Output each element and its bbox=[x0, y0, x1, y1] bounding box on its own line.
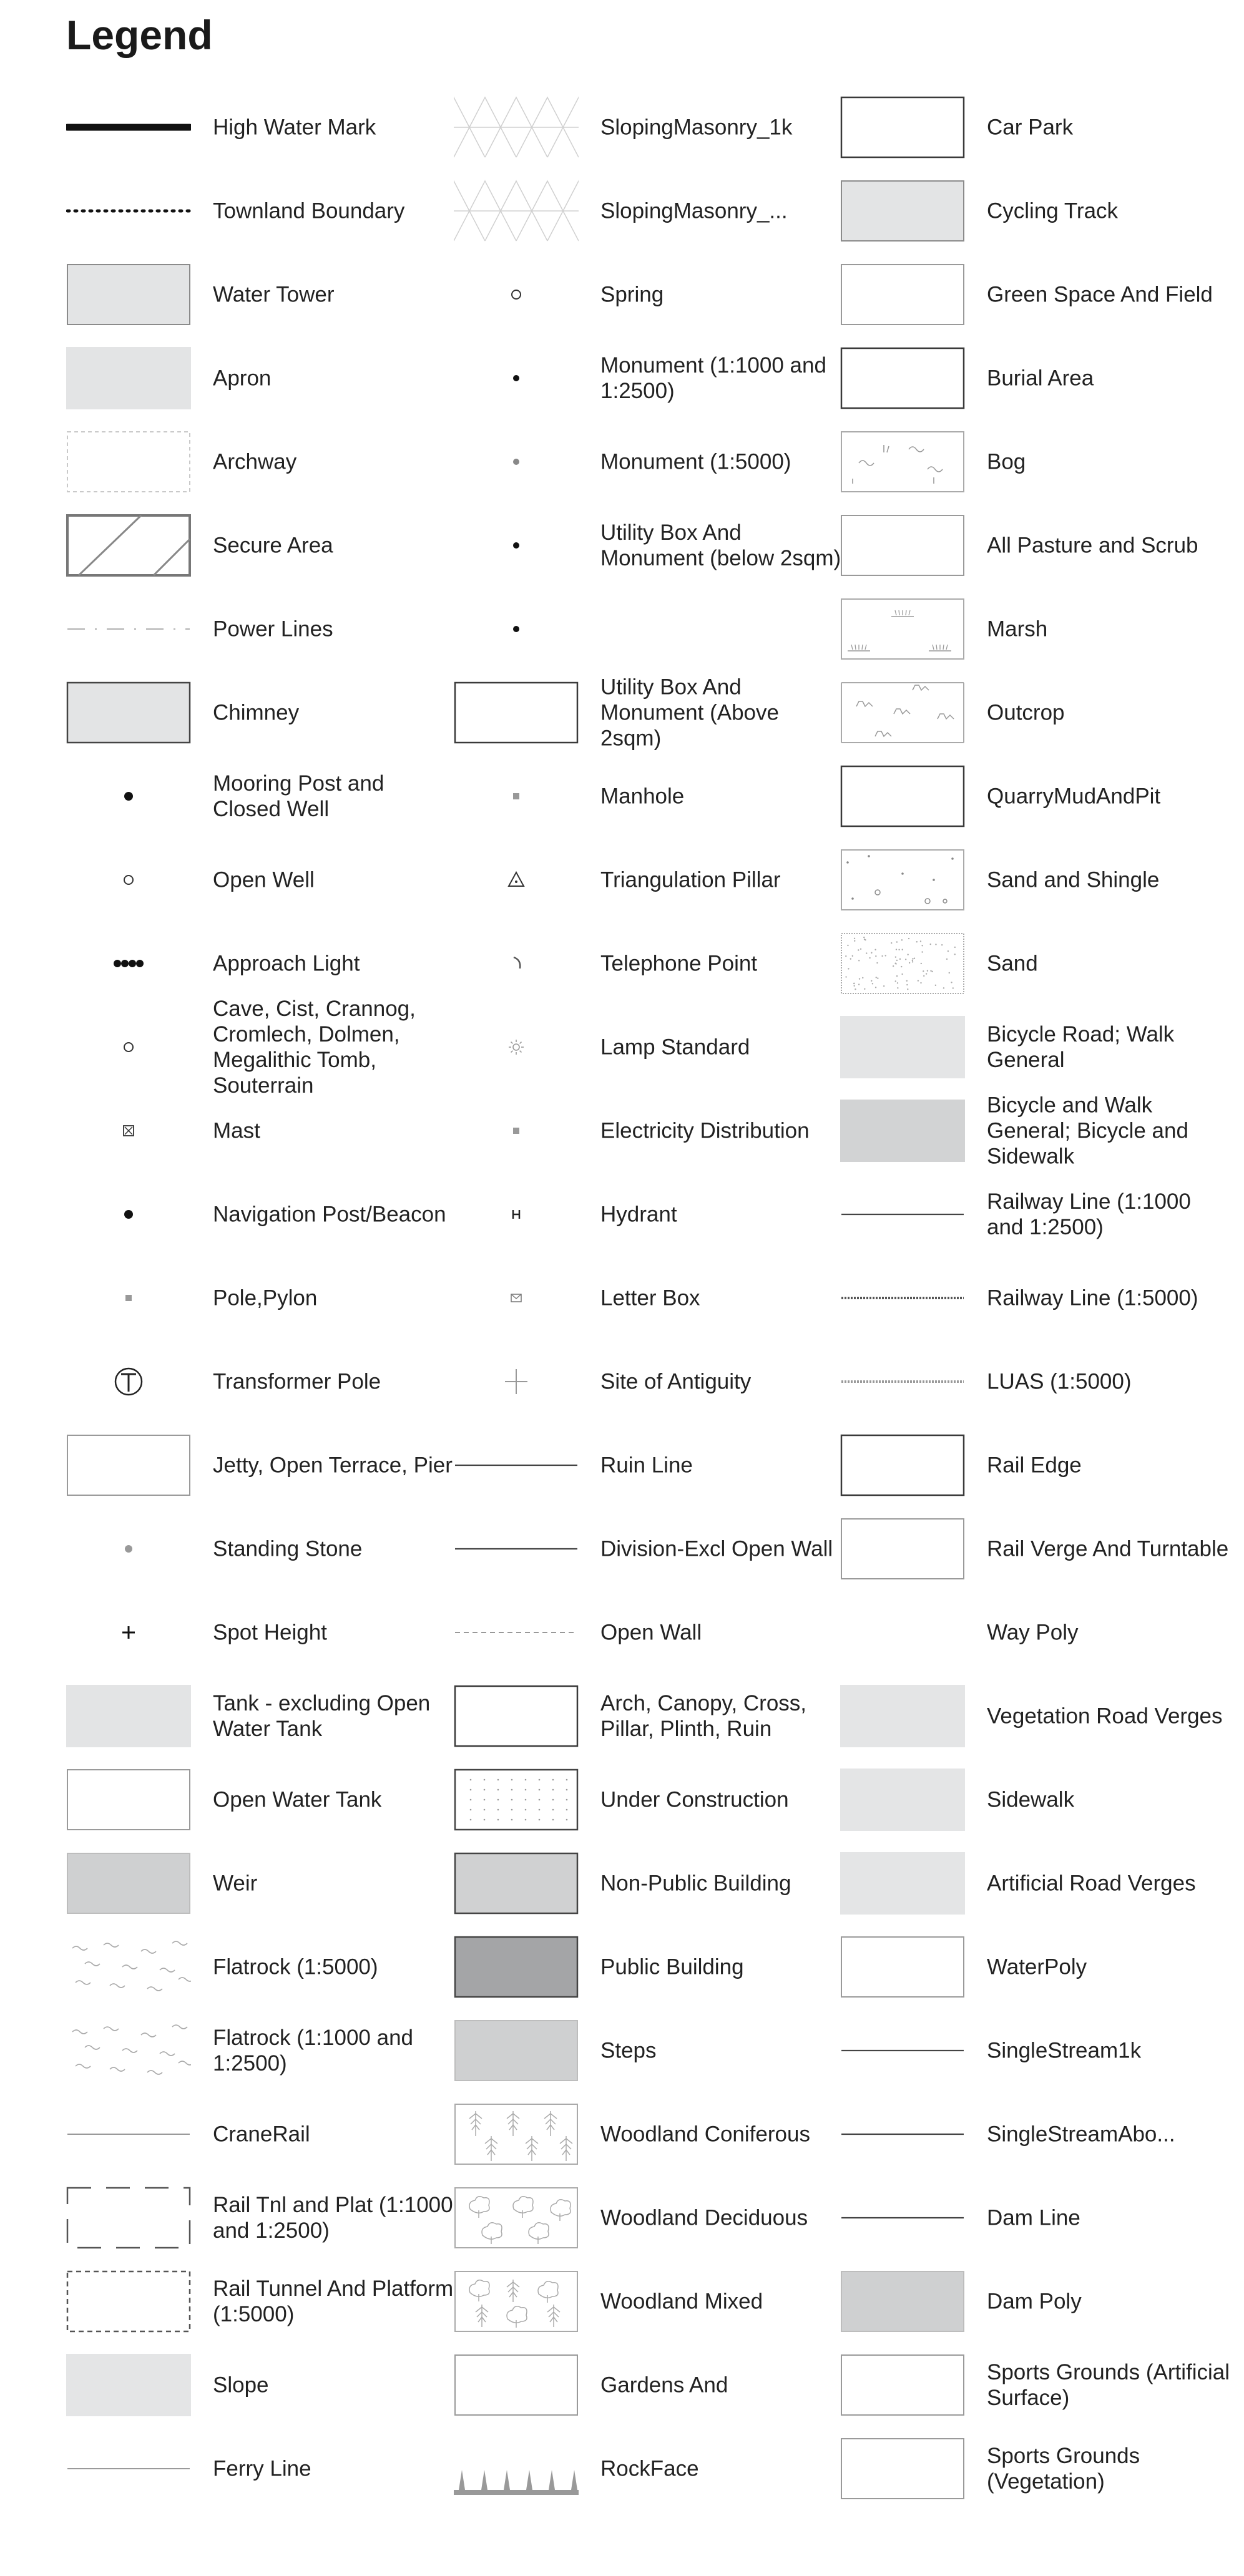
flatrock-icon bbox=[66, 1936, 191, 1998]
legend-item-label: Dam Line bbox=[987, 2205, 1080, 2230]
box-long-dash-icon bbox=[66, 2187, 191, 2249]
legend-item-label: Sand and Shingle bbox=[987, 867, 1160, 892]
rail-line-light-icon bbox=[840, 1350, 965, 1413]
legend-item bbox=[66, 2270, 453, 2333]
bog-icon bbox=[840, 431, 965, 493]
box-white-dark-icon bbox=[840, 765, 965, 827]
legend-item bbox=[66, 1852, 453, 1915]
legend-item bbox=[66, 2019, 453, 2082]
legend-item bbox=[66, 1936, 453, 1998]
legend-item bbox=[840, 1769, 1227, 1831]
legend-item bbox=[66, 932, 453, 995]
rail-line-icon bbox=[840, 1267, 965, 1329]
legend-item bbox=[454, 431, 841, 493]
legend-item bbox=[66, 1685, 453, 1747]
box-grey-darker-icon bbox=[454, 1936, 579, 1998]
legend-item-label: Hydrant bbox=[600, 1202, 677, 1227]
legend-item-label: All Pasture and Scrub bbox=[987, 533, 1198, 558]
legend-item bbox=[840, 347, 1227, 409]
legend-item-label: Mast bbox=[213, 1118, 260, 1143]
legend-item-label: Standing Stone bbox=[213, 1536, 363, 1561]
legend-item bbox=[840, 2103, 1227, 2165]
box-grey-mid-icon bbox=[840, 2270, 965, 2333]
legend-item-label: Monument (1:1000 and 1:2500) bbox=[600, 353, 826, 403]
dot-small-black-icon bbox=[454, 347, 579, 409]
legend-item bbox=[66, 997, 453, 1098]
legend-item bbox=[66, 2103, 453, 2165]
box-short-dash-icon bbox=[66, 2270, 191, 2333]
legend-item bbox=[66, 347, 453, 409]
legend-item-label: Triangulation Pillar bbox=[600, 867, 781, 892]
legend-item-label: SingleStream1k bbox=[987, 2038, 1142, 2063]
sun-icon bbox=[454, 1016, 579, 1078]
legend-item bbox=[66, 1183, 453, 1246]
legend-item bbox=[840, 2019, 1227, 2082]
legend-item bbox=[840, 2354, 1230, 2416]
legend-item-label: Steps bbox=[600, 2038, 657, 2063]
legend-item bbox=[454, 1350, 841, 1413]
blank-symbol bbox=[840, 1601, 965, 1664]
trees-mixed-icon bbox=[454, 2270, 579, 2333]
legend-item bbox=[454, 675, 841, 751]
legend-item-label: Jetty, Open Terrace, Pier bbox=[213, 1453, 453, 1478]
legend-item bbox=[454, 263, 841, 326]
circle-t-icon bbox=[66, 1350, 191, 1413]
legend-item bbox=[454, 932, 841, 995]
legend-item bbox=[66, 180, 453, 242]
box-grey-mid-dark-icon bbox=[454, 1852, 579, 1915]
box-grey-dark-outline-icon bbox=[66, 681, 191, 744]
legend-item-label: Flatrock (1:5000) bbox=[213, 1954, 378, 1979]
legend-item-label: Gardens And bbox=[600, 2373, 728, 2398]
legend-item bbox=[840, 1936, 1227, 1998]
plus-icon bbox=[66, 1601, 191, 1664]
legend-item bbox=[840, 2270, 1227, 2333]
legend-item-label: Public Building bbox=[600, 1954, 744, 1979]
legend-item-label: Under Construction bbox=[600, 1787, 789, 1812]
legend-item-label: QuarryMudAndPit bbox=[987, 784, 1161, 809]
legend-item-label: Outcrop bbox=[987, 700, 1065, 725]
legend-item bbox=[454, 1267, 841, 1329]
legend-item-label: Railway Line (1:1000 and 1:2500) bbox=[987, 1189, 1191, 1239]
legend-item-label: Townland Boundary bbox=[213, 198, 405, 223]
legend-item bbox=[66, 263, 453, 326]
box-white-icon bbox=[840, 2354, 965, 2416]
sand-shingle-icon bbox=[840, 849, 965, 911]
legend-item-label: Artificial Road Verges bbox=[987, 1871, 1196, 1896]
legend-item bbox=[840, 431, 1227, 493]
legend-item bbox=[454, 1518, 841, 1580]
box-hatched-icon bbox=[66, 514, 191, 577]
legend-item-label: Sand bbox=[987, 951, 1038, 976]
dot-grey-icon bbox=[66, 1518, 191, 1580]
legend-item bbox=[66, 2354, 453, 2416]
legend-item bbox=[840, 2437, 1227, 2500]
legend-item bbox=[454, 1016, 841, 1078]
legend-item bbox=[66, 96, 453, 159]
legend-item-label: Rail Tunnel And Platform (1:5000) bbox=[213, 2276, 454, 2326]
legend-item-label: Rail Tnl and Plat (1:1000 and 1:2500) bbox=[213, 2193, 453, 2243]
legend-item-label: Dam Poly bbox=[987, 2289, 1082, 2314]
box-grey-mid-light-icon bbox=[840, 1100, 965, 1162]
legend-item-label: Marsh bbox=[987, 617, 1048, 642]
legend-item-label: Open Well bbox=[213, 867, 315, 892]
legend-item bbox=[454, 180, 841, 242]
legend-item-label: Bog bbox=[987, 449, 1026, 474]
legend-item-label: CraneRail bbox=[213, 2122, 310, 2147]
legend-item-label: SingleStreamAbo... bbox=[987, 2122, 1175, 2147]
legend-item-label: Rail Verge And Turntable bbox=[987, 1536, 1229, 1561]
legend-item bbox=[840, 1852, 1227, 1915]
legend-item bbox=[840, 1350, 1227, 1413]
legend-item-label: Site of Antiguity bbox=[600, 1369, 752, 1394]
legend-item bbox=[840, 1267, 1227, 1329]
legend-item-label: Spring bbox=[600, 282, 664, 307]
box-white-icon bbox=[840, 263, 965, 326]
legend-item-label: Tank - excluding Open Water Tank bbox=[213, 1691, 431, 1741]
circle-open-icon bbox=[454, 263, 579, 326]
legend-item bbox=[66, 849, 453, 911]
sand-icon bbox=[840, 932, 965, 995]
box-white-icon bbox=[840, 514, 965, 577]
legend-item-label: Non-Public Building bbox=[600, 1871, 791, 1896]
rockface-icon bbox=[454, 2437, 579, 2500]
legend-item bbox=[454, 1685, 841, 1747]
legend-item-label: Water Tower bbox=[213, 282, 335, 307]
legend-item-label: Sports Grounds (Artificial Surface) bbox=[987, 2360, 1230, 2410]
thin-line-dark-icon bbox=[454, 1434, 579, 1496]
legend-item-label: Bicycle and Walk General; Bicycle and Sidewalk bbox=[987, 1093, 1188, 1169]
hydrant-icon bbox=[454, 1183, 579, 1246]
legend-item-label: LUAS (1:5000) bbox=[987, 1369, 1132, 1394]
legend-item-label: Secure Area bbox=[213, 533, 333, 558]
legend-item bbox=[454, 1852, 841, 1915]
legend-item bbox=[66, 1350, 453, 1413]
legend-item-label: Apron bbox=[213, 366, 272, 391]
box-dashed-light-icon bbox=[66, 431, 191, 493]
box-grey-light-icon bbox=[840, 1016, 965, 1078]
legend-item bbox=[840, 1093, 1227, 1169]
legend-item-label: Flatrock (1:1000 and 1:2500) bbox=[213, 2026, 414, 2076]
trees-conifer-icon bbox=[454, 2103, 579, 2165]
legend-item bbox=[66, 514, 453, 577]
trees-deciduous-icon bbox=[454, 2187, 579, 2249]
legend-item-label: Ferry Line bbox=[213, 2456, 311, 2481]
legend-item bbox=[454, 2103, 841, 2165]
legend-item bbox=[840, 765, 1227, 827]
box-grey-mid-icon bbox=[66, 1852, 191, 1915]
legend-item-label: Division-Excl Open Wall bbox=[600, 1536, 833, 1561]
circle-open-icon bbox=[66, 849, 191, 911]
legend-item bbox=[840, 180, 1227, 242]
dot-small-black-icon bbox=[454, 514, 579, 577]
legend-item bbox=[454, 2187, 841, 2249]
box-grey-light-icon bbox=[840, 1852, 965, 1915]
square-small-grey-icon bbox=[454, 1100, 579, 1162]
legend-item bbox=[454, 849, 841, 911]
legend-item bbox=[840, 1601, 1227, 1664]
dot-black-icon bbox=[66, 1183, 191, 1246]
legend-item bbox=[840, 849, 1227, 911]
box-white-dark-icon bbox=[840, 1434, 965, 1496]
square-small-grey-icon bbox=[454, 765, 579, 827]
legend-item-label: Rail Edge bbox=[987, 1453, 1082, 1478]
legend-item bbox=[66, 431, 453, 493]
legend-item-label: Cave, Cist, Crannog, Cromlech, Dolmen, Megalithic Tomb, Souterrain bbox=[213, 997, 416, 1098]
thin-line-dark-icon bbox=[840, 1183, 965, 1246]
box-white-icon bbox=[454, 2354, 579, 2416]
legend-item bbox=[840, 1434, 1227, 1496]
thick-line-icon bbox=[66, 96, 191, 159]
legend-item bbox=[840, 514, 1227, 577]
legend-item-label: Archway bbox=[213, 449, 297, 474]
box-grey-icon bbox=[66, 347, 191, 409]
legend-item bbox=[66, 1434, 453, 1496]
legend-item-label: Mooring Post and Closed Well bbox=[213, 771, 384, 821]
box-white-icon bbox=[66, 1769, 191, 1831]
legend-item bbox=[840, 263, 1227, 326]
legend-item bbox=[66, 598, 453, 660]
legend-item-label: Cycling Track bbox=[987, 198, 1119, 223]
legend-item-label: WaterPoly bbox=[987, 1954, 1087, 1979]
legend-item-label: RockFace bbox=[600, 2456, 699, 2481]
dot-black-icon bbox=[66, 765, 191, 827]
legend-item-label: Burial Area bbox=[987, 366, 1094, 391]
legend-item bbox=[454, 347, 841, 409]
legend-item-label: High Water Mark bbox=[213, 115, 376, 140]
four-dots-icon bbox=[66, 932, 191, 995]
legend-item-label: Chimney bbox=[213, 700, 300, 725]
box-white-icon bbox=[840, 2437, 965, 2500]
legend-item-label: Spot Height bbox=[213, 1620, 327, 1645]
legend-item-label: Letter Box bbox=[600, 1286, 700, 1310]
legend-item bbox=[454, 1769, 841, 1831]
box-white-dark-icon bbox=[840, 347, 965, 409]
box-white-icon bbox=[840, 1936, 965, 1998]
legend-item-label: Car Park bbox=[987, 115, 1074, 140]
legend-item-label: Sidewalk bbox=[987, 1787, 1075, 1812]
arc-icon bbox=[454, 932, 579, 995]
marsh-icon bbox=[840, 598, 965, 660]
box-grey-outline-icon bbox=[66, 263, 191, 326]
triangle-pattern-icon bbox=[454, 180, 579, 242]
legend-item bbox=[454, 2270, 841, 2333]
legend-title: Legend bbox=[66, 12, 213, 58]
box-grey-light-icon bbox=[840, 1769, 965, 1831]
legend-item-label: Bicycle Road; Walk General bbox=[987, 1022, 1175, 1072]
legend-item bbox=[840, 1518, 1227, 1580]
box-white-icon bbox=[840, 1518, 965, 1580]
legend-item-label: Woodland Mixed bbox=[600, 2289, 763, 2314]
legend-item-label: SlopingMasonry_1k bbox=[600, 115, 793, 140]
legend-item-label: Ruin Line bbox=[600, 1453, 693, 1478]
box-grey-light-icon bbox=[66, 2354, 191, 2416]
legend-item bbox=[66, 1267, 453, 1329]
legend-item bbox=[840, 598, 1227, 660]
legend-item bbox=[454, 1434, 841, 1496]
legend-item bbox=[454, 1601, 841, 1664]
legend-item-label: SlopingMasonry_... bbox=[600, 198, 788, 223]
box-white-icon bbox=[66, 1434, 191, 1496]
legend-item bbox=[454, 96, 841, 159]
legend-item-label: Utility Box And Monument (below 2sqm) bbox=[600, 520, 841, 570]
thin-line-dark-icon bbox=[840, 2187, 965, 2249]
legend-item bbox=[454, 1183, 841, 1246]
legend-item-label: Way Poly bbox=[987, 1620, 1079, 1645]
legend-item bbox=[454, 598, 841, 660]
cross-thin-icon bbox=[454, 1350, 579, 1413]
legend-item bbox=[66, 1518, 453, 1580]
legend-item-label: Monument (1:5000) bbox=[600, 449, 791, 474]
legend-item bbox=[840, 2187, 1227, 2249]
thin-line-dark-icon bbox=[840, 2103, 965, 2165]
legend-item bbox=[840, 1016, 1227, 1078]
legend-item bbox=[66, 2437, 453, 2500]
legend-item-label: Open Wall bbox=[600, 1620, 702, 1645]
legend-item bbox=[454, 1936, 841, 1998]
legend-item-label: Power Lines bbox=[213, 617, 333, 642]
thin-line-grey-icon bbox=[66, 2437, 191, 2500]
legend-item-label: Navigation Post/Beacon bbox=[213, 1202, 446, 1227]
thin-line-grey-icon bbox=[66, 2103, 191, 2165]
triangle-pattern-icon bbox=[454, 96, 579, 159]
legend-item bbox=[840, 96, 1227, 159]
legend-item-label: Lamp Standard bbox=[600, 1035, 750, 1060]
legend-item-label: Weir bbox=[213, 1871, 258, 1896]
legend-item bbox=[454, 514, 841, 577]
legend-item-label: Manhole bbox=[600, 784, 685, 809]
legend-item-label: Transformer Pole bbox=[213, 1369, 381, 1394]
legend-item bbox=[454, 765, 841, 827]
legend-item bbox=[840, 1685, 1227, 1747]
dashed-line-thin-icon bbox=[454, 1601, 579, 1664]
box-x-small-icon bbox=[66, 1100, 191, 1162]
outcrop-icon bbox=[840, 681, 965, 744]
legend-item-label: Utility Box And Monument (Above 2sqm) bbox=[600, 675, 779, 751]
legend-item bbox=[66, 765, 453, 827]
legend-item-label: Approach Light bbox=[213, 951, 360, 976]
legend-item-label: Telephone Point bbox=[600, 951, 758, 976]
legend-item bbox=[840, 1183, 1227, 1246]
dot-small-black-icon bbox=[454, 598, 579, 660]
box-white-dark-icon bbox=[454, 681, 579, 744]
thin-line-dark-icon bbox=[840, 2019, 965, 2082]
legend-item bbox=[66, 681, 453, 744]
letter-box-icon bbox=[454, 1267, 579, 1329]
legend-item-label: Vegetation Road Verges bbox=[987, 1704, 1223, 1729]
dot-small-grey-icon bbox=[454, 431, 579, 493]
legend-item-label: Woodland Coniferous bbox=[600, 2122, 810, 2147]
triangle-dot-icon bbox=[454, 849, 579, 911]
thin-line-dark-icon bbox=[454, 1518, 579, 1580]
legend-item-label: Open Water Tank bbox=[213, 1787, 382, 1812]
flatrock-icon bbox=[66, 2019, 191, 2082]
box-grey-light-icon bbox=[840, 1685, 965, 1747]
box-grey-outline-icon bbox=[840, 180, 965, 242]
legend-item bbox=[66, 1769, 453, 1831]
legend-item bbox=[454, 1100, 841, 1162]
box-white-dark-icon bbox=[840, 96, 965, 159]
box-grey-mid-icon bbox=[454, 2019, 579, 2082]
legend-item-label: Arch, Canopy, Cross, Pillar, Plinth, Ruin bbox=[600, 1691, 807, 1741]
legend-item bbox=[840, 932, 1227, 995]
dotted-line-icon bbox=[66, 180, 191, 242]
legend-item-label: Railway Line (1:5000) bbox=[987, 1286, 1198, 1310]
legend-item-label: Sports Grounds (Vegetation) bbox=[987, 2444, 1140, 2494]
legend-item bbox=[454, 2019, 841, 2082]
legend-item bbox=[840, 681, 1227, 744]
box-white-dark-icon bbox=[454, 1685, 579, 1747]
legend-item-label: Electricity Distribution bbox=[600, 1118, 810, 1143]
legend-item-label: Woodland Deciduous bbox=[600, 2205, 808, 2230]
circle-open-icon bbox=[66, 1016, 191, 1078]
legend-item bbox=[66, 1601, 453, 1664]
legend-item bbox=[66, 1100, 453, 1162]
legend-item-label: Pole,Pylon bbox=[213, 1286, 318, 1310]
legend-item-label: Green Space And Field bbox=[987, 282, 1213, 307]
legend-item bbox=[454, 2354, 841, 2416]
dash-dot-line-icon bbox=[66, 598, 191, 660]
legend-item bbox=[66, 2187, 453, 2249]
legend-item bbox=[454, 2437, 841, 2500]
square-small-grey-icon bbox=[66, 1267, 191, 1329]
legend-item-label: Slope bbox=[213, 2373, 269, 2398]
box-dotted-fill-icon bbox=[454, 1769, 579, 1831]
box-grey-icon bbox=[66, 1685, 191, 1747]
